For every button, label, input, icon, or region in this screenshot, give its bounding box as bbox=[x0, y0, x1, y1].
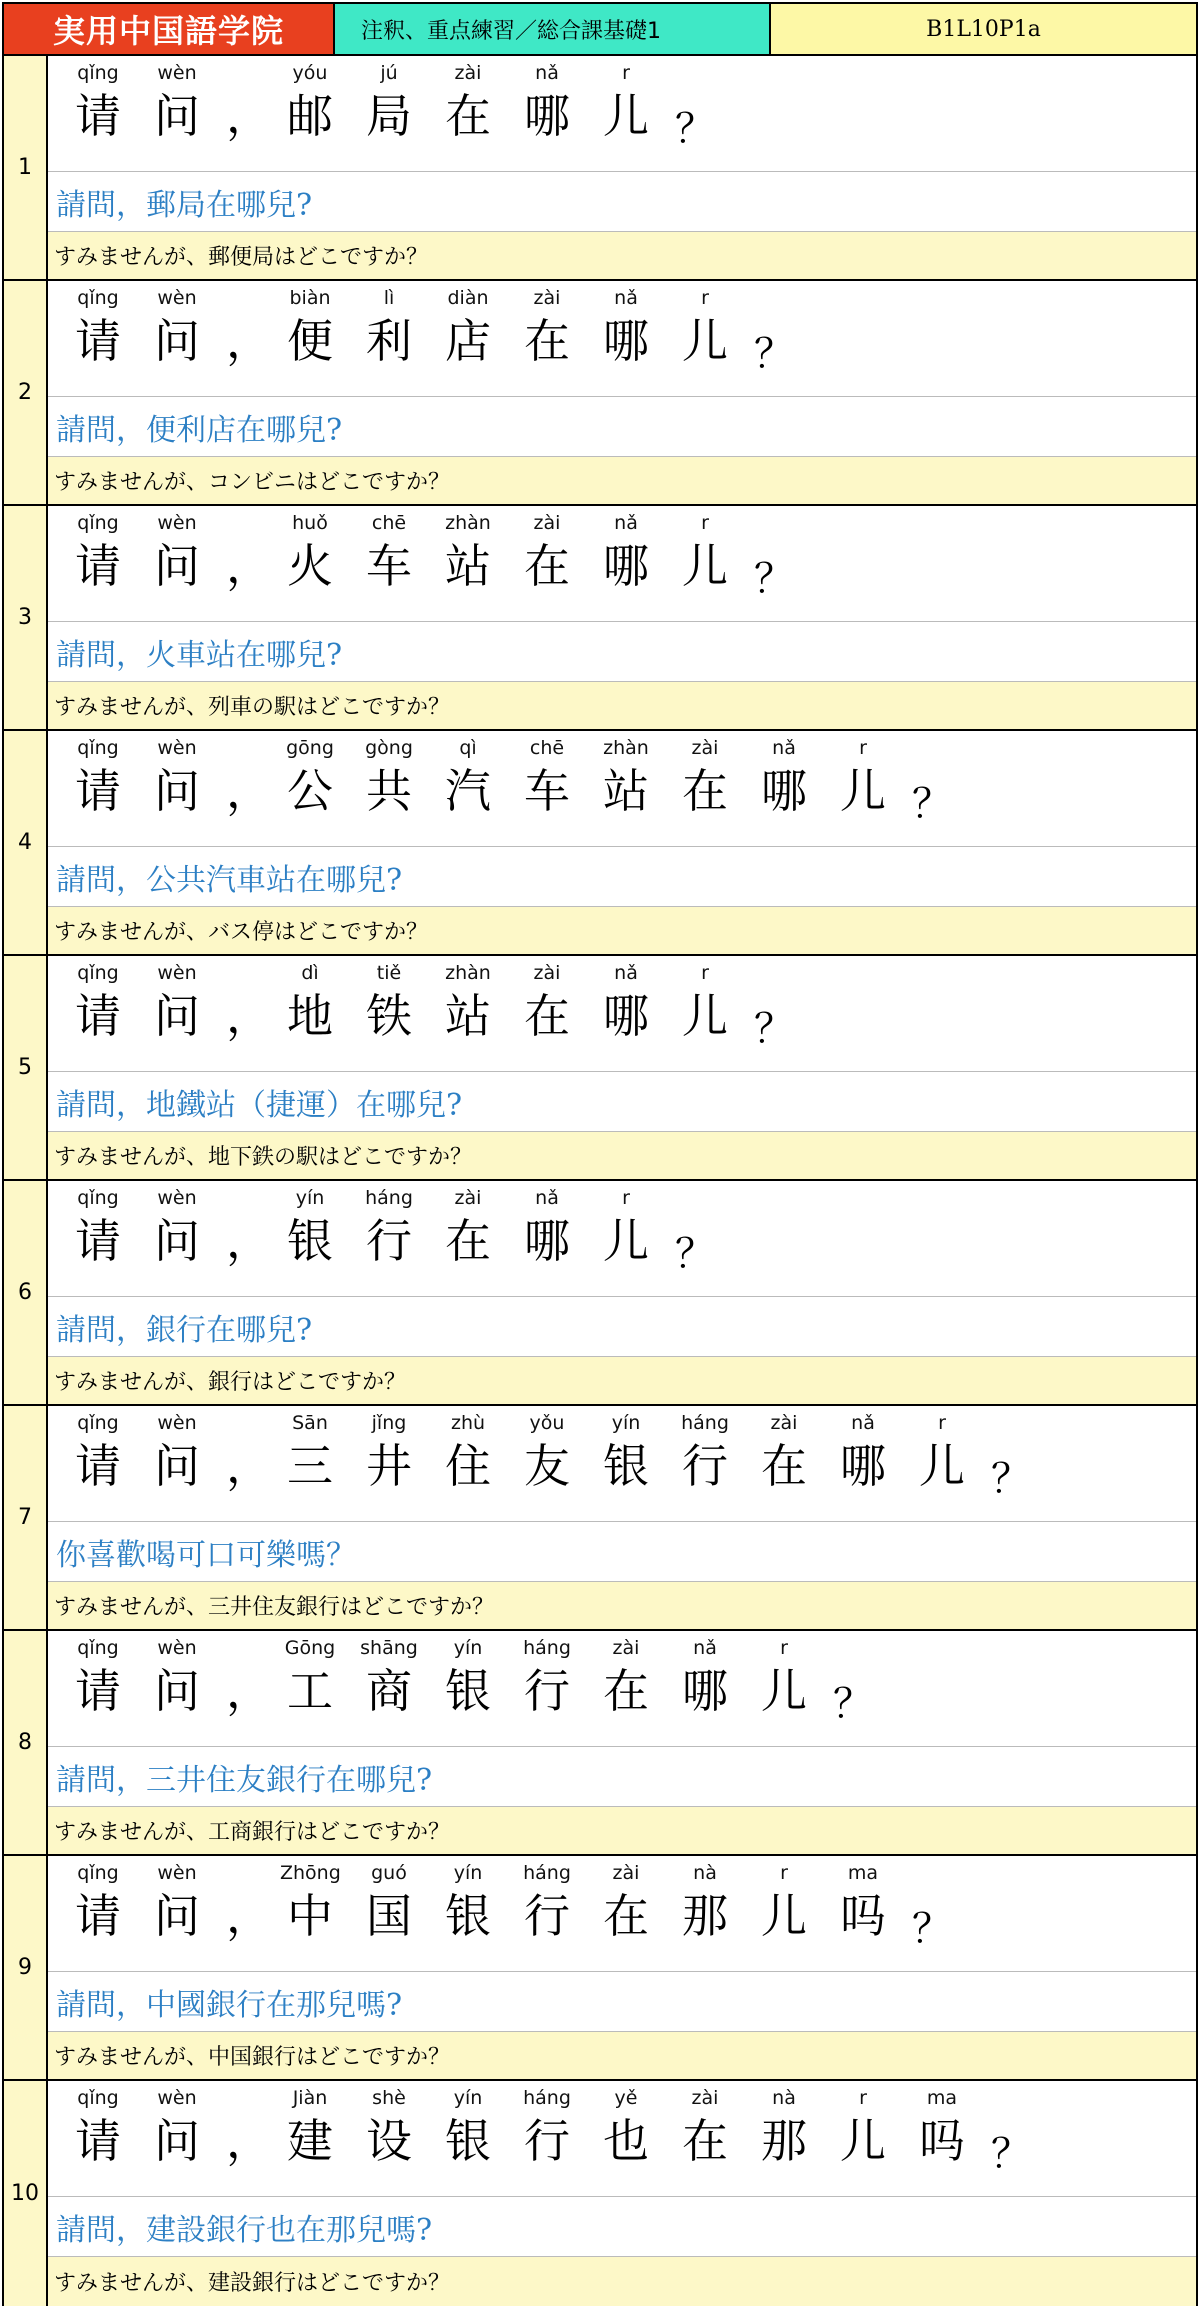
pinyin: r bbox=[780, 1637, 788, 1659]
pinyin: wèn bbox=[157, 737, 197, 759]
hanzi: 在 bbox=[445, 1214, 491, 1268]
sentence-content bbox=[48, 1181, 1196, 1404]
simplified-with-pinyin bbox=[48, 731, 1196, 847]
simplified-with-pinyin bbox=[48, 1631, 1196, 1747]
pinyin: shè bbox=[372, 2087, 406, 2109]
pinyin: zài bbox=[533, 287, 561, 309]
hanzi: 车 bbox=[366, 539, 412, 593]
hanzi: 在 bbox=[682, 2114, 728, 2168]
hanzi: ， bbox=[226, 764, 272, 818]
pinyin: zài bbox=[454, 1187, 482, 1209]
traditional-text: 請問，建設銀行也在那兒嗎? bbox=[48, 2197, 1196, 2257]
hanzi: 中 bbox=[287, 1889, 333, 1943]
pinyin: wèn bbox=[157, 287, 197, 309]
hanzi: ， bbox=[226, 1214, 272, 1268]
hanzi: 站 bbox=[445, 539, 491, 593]
hanzi: 地 bbox=[287, 989, 333, 1043]
hanzi: 行 bbox=[524, 2114, 570, 2168]
hanzi: 国 bbox=[366, 1889, 412, 1943]
japanese-translation: すみませんが、バス停はどこですか？ bbox=[48, 907, 1196, 954]
hanzi: 在 bbox=[603, 1664, 649, 1718]
hanzi: 问 bbox=[154, 1664, 200, 1718]
sentence-row bbox=[4, 956, 1196, 1181]
row-number: 10 bbox=[4, 2081, 48, 2306]
hanzi: 吗 bbox=[919, 2114, 965, 2168]
traditional-text: 請問，三井住友銀行在哪兒? bbox=[48, 1747, 1196, 1807]
hanzi: 儿 bbox=[761, 1664, 807, 1718]
pinyin: zài bbox=[612, 1637, 640, 1659]
hanzi: 请 bbox=[75, 539, 121, 593]
hanzi: 在 bbox=[682, 764, 728, 818]
hanzi: 请 bbox=[75, 1889, 121, 1943]
pinyin: yín bbox=[453, 2087, 483, 2109]
hanzi: 利 bbox=[366, 314, 412, 368]
hanzi: 在 bbox=[524, 539, 570, 593]
pinyin: yín bbox=[453, 1862, 483, 1884]
pinyin: wèn bbox=[157, 962, 197, 984]
row-number: 4 bbox=[4, 731, 48, 954]
hanzi: 哪 bbox=[524, 1214, 570, 1268]
pinyin: qǐng bbox=[77, 62, 119, 84]
hanzi: 问 bbox=[154, 989, 200, 1043]
pinyin: chē bbox=[529, 737, 565, 759]
sentence-row bbox=[4, 1856, 1196, 2081]
hanzi: 公 bbox=[287, 764, 333, 818]
hanzi: 问 bbox=[154, 764, 200, 818]
pinyin: wèn bbox=[157, 512, 197, 534]
row-number: 8 bbox=[4, 1631, 48, 1854]
japanese-translation: すみませんが、中国銀行はどこですか？ bbox=[48, 2032, 1196, 2079]
pinyin: nǎ bbox=[693, 1637, 717, 1659]
japanese-translation: すみませんが、建設銀行はどこですか？ bbox=[48, 2257, 1196, 2306]
japanese-translation: すみませんが、地下鉄の駅はどこですか？ bbox=[48, 1132, 1196, 1179]
pinyin: háng bbox=[523, 1862, 571, 1884]
question-mark: ？ bbox=[991, 1456, 1031, 1502]
pinyin: yóu bbox=[292, 62, 328, 84]
hanzi: 铁 bbox=[366, 989, 412, 1043]
question-mark: ？ bbox=[754, 1006, 794, 1052]
sentence-row bbox=[4, 1181, 1196, 1406]
pinyin: nà bbox=[693, 1862, 717, 1884]
pinyin: tiě bbox=[376, 962, 402, 984]
hanzi: 吗 bbox=[840, 1889, 886, 1943]
hanzi: ， bbox=[226, 1889, 272, 1943]
hanzi: 哪 bbox=[682, 1664, 728, 1718]
hanzi: 请 bbox=[75, 314, 121, 368]
pinyin: nǎ bbox=[772, 737, 796, 759]
hanzi: 那 bbox=[761, 2114, 807, 2168]
pinyin: zài bbox=[533, 962, 561, 984]
pinyin: qì bbox=[459, 737, 477, 759]
pinyin: Jiàn bbox=[292, 2087, 328, 2109]
sentence-row bbox=[4, 1631, 1196, 1856]
pinyin: wèn bbox=[157, 1187, 197, 1209]
worksheet-header bbox=[4, 4, 1196, 56]
sentence-content bbox=[48, 56, 1196, 279]
hanzi: 哪 bbox=[840, 1439, 886, 1493]
question-mark: ？ bbox=[991, 2131, 1031, 2177]
hanzi: 三 bbox=[287, 1439, 333, 1493]
pinyin: nǎ bbox=[614, 287, 638, 309]
hanzi: 问 bbox=[154, 89, 200, 143]
hanzi: 在 bbox=[524, 314, 570, 368]
hanzi: 请 bbox=[75, 1664, 121, 1718]
simplified-with-pinyin bbox=[48, 56, 1196, 172]
pinyin: zhù bbox=[450, 1412, 486, 1434]
pinyin: jú bbox=[380, 62, 398, 84]
row-number: 2 bbox=[4, 281, 48, 504]
hanzi: 在 bbox=[445, 89, 491, 143]
row-number: 5 bbox=[4, 956, 48, 1179]
pinyin: wèn bbox=[157, 2087, 197, 2109]
hanzi: 行 bbox=[682, 1439, 728, 1493]
row-number: 9 bbox=[4, 1856, 48, 2079]
pinyin: qǐng bbox=[77, 287, 119, 309]
pinyin: Sān bbox=[292, 1412, 328, 1434]
traditional-text: 請問，地鐵站（捷運）在哪兒? bbox=[48, 1072, 1196, 1132]
pinyin: lì bbox=[383, 287, 395, 309]
simplified-with-pinyin bbox=[48, 1406, 1196, 1522]
pinyin: diàn bbox=[447, 287, 489, 309]
pinyin: zài bbox=[691, 2087, 719, 2109]
hanzi: 请 bbox=[75, 2114, 121, 2168]
hanzi: 在 bbox=[761, 1439, 807, 1493]
japanese-translation: すみませんが、列車の駅はどこですか？ bbox=[48, 682, 1196, 729]
pinyin: r bbox=[780, 1862, 788, 1884]
japanese-translation: すみませんが、郵便局はどこですか？ bbox=[48, 232, 1196, 279]
hanzi: 儿 bbox=[603, 89, 649, 143]
pinyin: r bbox=[622, 62, 630, 84]
pinyin: r bbox=[938, 1412, 946, 1434]
hanzi: 儿 bbox=[603, 1214, 649, 1268]
pinyin: háng bbox=[681, 1412, 729, 1434]
sentence-content bbox=[48, 956, 1196, 1179]
simplified-with-pinyin bbox=[48, 956, 1196, 1072]
pinyin: gōng bbox=[286, 737, 334, 759]
sentence-content bbox=[48, 731, 1196, 954]
hanzi: 银 bbox=[287, 1214, 333, 1268]
hanzi: ， bbox=[226, 2114, 272, 2168]
question-mark: ？ bbox=[675, 1231, 715, 1277]
hanzi: 请 bbox=[75, 1439, 121, 1493]
pinyin: háng bbox=[365, 1187, 413, 1209]
hanzi: 住 bbox=[445, 1439, 491, 1493]
hanzi: 儿 bbox=[761, 1889, 807, 1943]
row-number: 3 bbox=[4, 506, 48, 729]
pinyin: wèn bbox=[157, 62, 197, 84]
row-number: 1 bbox=[4, 56, 48, 279]
question-mark: ？ bbox=[833, 1681, 873, 1727]
pinyin: nǎ bbox=[535, 62, 559, 84]
pinyin: zhàn bbox=[445, 512, 491, 534]
hanzi: 问 bbox=[154, 1439, 200, 1493]
hanzi: 火 bbox=[287, 539, 333, 593]
hanzi: ， bbox=[226, 89, 272, 143]
hanzi: 行 bbox=[524, 1889, 570, 1943]
traditional-text: 你喜歡喝可口可樂嗎？ bbox=[48, 1522, 1196, 1582]
hanzi: 儿 bbox=[840, 764, 886, 818]
pinyin: yě bbox=[614, 2087, 638, 2109]
pinyin: wèn bbox=[157, 1862, 197, 1884]
sentence-content bbox=[48, 1406, 1196, 1629]
hanzi: 请 bbox=[75, 89, 121, 143]
hanzi: 银 bbox=[445, 1664, 491, 1718]
traditional-text: 請問，郵局在哪兒? bbox=[48, 172, 1196, 232]
hanzi: 邮 bbox=[287, 89, 333, 143]
hanzi: ， bbox=[226, 989, 272, 1043]
traditional-text: 請問，公共汽車站在哪兒? bbox=[48, 847, 1196, 907]
question-mark: ？ bbox=[912, 781, 952, 827]
pinyin: guó bbox=[371, 1862, 407, 1884]
pinyin: ma bbox=[847, 1862, 879, 1884]
hanzi: 共 bbox=[366, 764, 412, 818]
row-number: 7 bbox=[4, 1406, 48, 1629]
pinyin: nà bbox=[772, 2087, 796, 2109]
hanzi: 银 bbox=[445, 1889, 491, 1943]
pinyin: qǐng bbox=[77, 1862, 119, 1884]
simplified-with-pinyin bbox=[48, 281, 1196, 397]
hanzi: 儿 bbox=[682, 539, 728, 593]
hanzi: 汽 bbox=[445, 764, 491, 818]
hanzi: 哪 bbox=[524, 89, 570, 143]
hanzi: 局 bbox=[366, 89, 412, 143]
hanzi: 请 bbox=[75, 989, 121, 1043]
hanzi: 儿 bbox=[840, 2114, 886, 2168]
simplified-with-pinyin bbox=[48, 1181, 1196, 1297]
school-title: 実用中国語学院 bbox=[4, 4, 335, 54]
hanzi: 行 bbox=[524, 1664, 570, 1718]
japanese-translation: すみませんが、工商銀行はどこですか？ bbox=[48, 1807, 1196, 1854]
pinyin: nǎ bbox=[535, 1187, 559, 1209]
pinyin: qǐng bbox=[77, 1412, 119, 1434]
pinyin: zhàn bbox=[603, 737, 649, 759]
pinyin: Zhōng bbox=[280, 1862, 341, 1884]
hanzi: 哪 bbox=[603, 539, 649, 593]
japanese-translation: すみませんが、三井住友銀行はどこですか？ bbox=[48, 1582, 1196, 1629]
sentence-list bbox=[4, 56, 1196, 2306]
pinyin: jǐng bbox=[371, 1412, 407, 1434]
hanzi: 站 bbox=[603, 764, 649, 818]
sentence-row bbox=[4, 2081, 1196, 2306]
hanzi: ， bbox=[226, 539, 272, 593]
pinyin: r bbox=[859, 737, 867, 759]
sentence-content bbox=[48, 281, 1196, 504]
hanzi: 建 bbox=[287, 2114, 333, 2168]
traditional-text: 請問，銀行在哪兒? bbox=[48, 1297, 1196, 1357]
hanzi: 设 bbox=[366, 2114, 412, 2168]
traditional-text: 請問，火車站在哪兒? bbox=[48, 622, 1196, 682]
pinyin: yín bbox=[295, 1187, 325, 1209]
question-mark: ？ bbox=[754, 331, 794, 377]
simplified-with-pinyin bbox=[48, 2081, 1196, 2197]
pinyin: zài bbox=[533, 512, 561, 534]
hanzi: 店 bbox=[445, 314, 491, 368]
pinyin: nǎ bbox=[851, 1412, 875, 1434]
pinyin: chē bbox=[371, 512, 407, 534]
hanzi: 儿 bbox=[682, 989, 728, 1043]
pinyin: zhàn bbox=[445, 962, 491, 984]
hanzi: ， bbox=[226, 1664, 272, 1718]
hanzi: 哪 bbox=[603, 314, 649, 368]
hanzi: 问 bbox=[154, 539, 200, 593]
pinyin: r bbox=[701, 287, 709, 309]
sentence-content bbox=[48, 2081, 1196, 2306]
hanzi: 问 bbox=[154, 314, 200, 368]
row-number: 6 bbox=[4, 1181, 48, 1404]
pinyin: wèn bbox=[157, 1412, 197, 1434]
pinyin: nǎ bbox=[614, 512, 638, 534]
simplified-with-pinyin bbox=[48, 1856, 1196, 1972]
pinyin: Gōng bbox=[284, 1637, 336, 1659]
hanzi: 请 bbox=[75, 1214, 121, 1268]
hanzi: 站 bbox=[445, 989, 491, 1043]
question-mark: ？ bbox=[675, 106, 715, 152]
sentence-content bbox=[48, 1856, 1196, 2079]
pinyin: yín bbox=[611, 1412, 641, 1434]
pinyin: r bbox=[622, 1187, 630, 1209]
hanzi: 儿 bbox=[919, 1439, 965, 1493]
hanzi: 银 bbox=[603, 1439, 649, 1493]
lesson-subtitle: 注釈、重点練習／総合課基礎1 bbox=[335, 4, 771, 54]
simplified-with-pinyin bbox=[48, 506, 1196, 622]
pinyin: yǒu bbox=[529, 1412, 565, 1434]
japanese-translation: すみませんが、コンビニはどこですか？ bbox=[48, 457, 1196, 504]
pinyin: qǐng bbox=[77, 2087, 119, 2109]
pinyin: wèn bbox=[157, 1637, 197, 1659]
pinyin: háng bbox=[523, 2087, 571, 2109]
traditional-text: 請問，中國銀行在那兒嗎? bbox=[48, 1972, 1196, 2032]
pinyin: háng bbox=[523, 1637, 571, 1659]
pinyin: r bbox=[859, 2087, 867, 2109]
pinyin: qǐng bbox=[77, 962, 119, 984]
hanzi: ， bbox=[226, 314, 272, 368]
hanzi: 车 bbox=[524, 764, 570, 818]
pinyin: dì bbox=[301, 962, 319, 984]
pinyin: zài bbox=[454, 62, 482, 84]
pinyin: zài bbox=[612, 1862, 640, 1884]
sentence-row bbox=[4, 281, 1196, 506]
japanese-translation: すみませんが、銀行はどこですか？ bbox=[48, 1357, 1196, 1404]
sentence-row bbox=[4, 506, 1196, 731]
pinyin: r bbox=[701, 962, 709, 984]
hanzi: 银 bbox=[445, 2114, 491, 2168]
hanzi: 商 bbox=[366, 1664, 412, 1718]
traditional-text: 請問，便利店在哪兒? bbox=[48, 397, 1196, 457]
hanzi: 在 bbox=[524, 989, 570, 1043]
hanzi: 问 bbox=[154, 1889, 200, 1943]
hanzi: 便 bbox=[287, 314, 333, 368]
hanzi: 井 bbox=[366, 1439, 412, 1493]
pinyin: qǐng bbox=[77, 1187, 119, 1209]
sentence-row bbox=[4, 1406, 1196, 1631]
question-mark: ？ bbox=[912, 1906, 952, 1952]
hanzi: 问 bbox=[154, 1214, 200, 1268]
pinyin: qǐng bbox=[77, 512, 119, 534]
worksheet bbox=[2, 2, 1198, 2306]
hanzi: 那 bbox=[682, 1889, 728, 1943]
pinyin: nǎ bbox=[614, 962, 638, 984]
sentence-row bbox=[4, 731, 1196, 956]
pinyin: qǐng bbox=[77, 1637, 119, 1659]
lesson-code: B1L10P1a bbox=[771, 4, 1196, 54]
pinyin: zài bbox=[691, 737, 719, 759]
hanzi: 请 bbox=[75, 764, 121, 818]
hanzi: 问 bbox=[154, 2114, 200, 2168]
sentence-content bbox=[48, 506, 1196, 729]
pinyin: qǐng bbox=[77, 737, 119, 759]
pinyin: biàn bbox=[289, 287, 331, 309]
hanzi: 在 bbox=[603, 1889, 649, 1943]
hanzi: ， bbox=[226, 1439, 272, 1493]
hanzi: 工 bbox=[287, 1664, 333, 1718]
hanzi: 也 bbox=[603, 2114, 649, 2168]
pinyin: zài bbox=[770, 1412, 798, 1434]
pinyin: r bbox=[701, 512, 709, 534]
pinyin: yín bbox=[453, 1637, 483, 1659]
sentence-content bbox=[48, 1631, 1196, 1854]
hanzi: 哪 bbox=[603, 989, 649, 1043]
pinyin: huǒ bbox=[292, 512, 328, 534]
hanzi: 行 bbox=[366, 1214, 412, 1268]
hanzi: 哪 bbox=[761, 764, 807, 818]
hanzi: 儿 bbox=[682, 314, 728, 368]
sentence-row bbox=[4, 56, 1196, 281]
pinyin: gòng bbox=[365, 737, 413, 759]
hanzi: 友 bbox=[524, 1439, 570, 1493]
pinyin: ma bbox=[926, 2087, 958, 2109]
question-mark: ？ bbox=[754, 556, 794, 602]
pinyin: shāng bbox=[360, 1637, 418, 1659]
